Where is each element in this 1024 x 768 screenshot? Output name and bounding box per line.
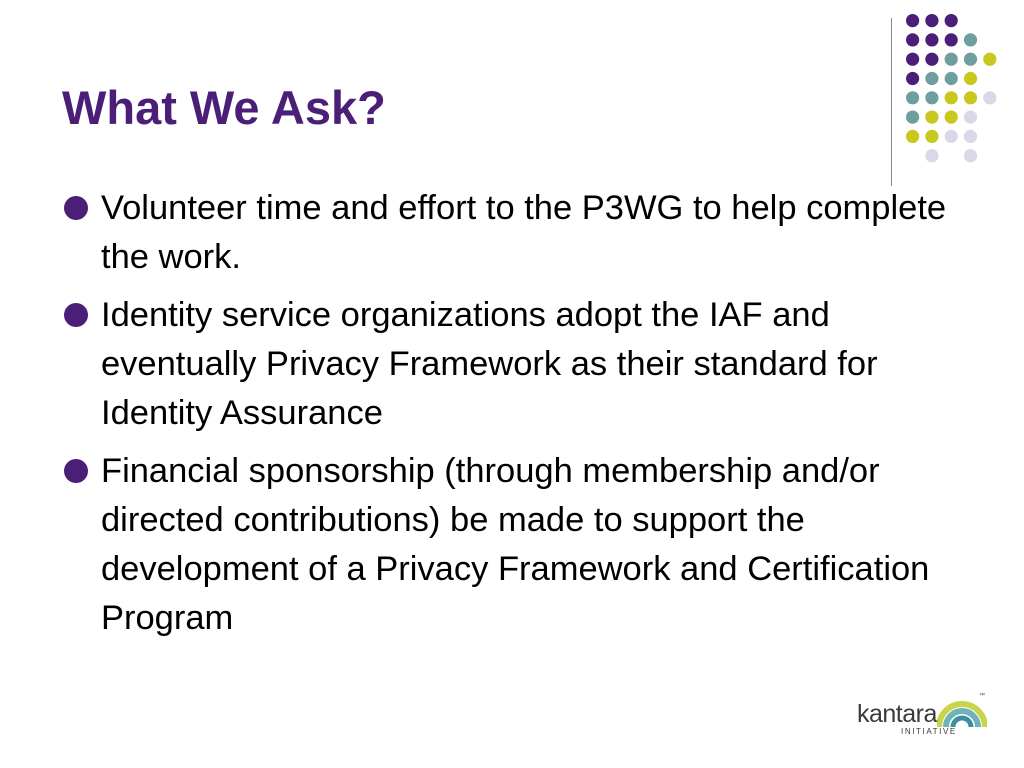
bullet-item xyxy=(62,184,962,282)
logo-trademark: ™ xyxy=(979,693,985,699)
decorative-dot xyxy=(925,149,938,162)
decorative-dot xyxy=(945,14,958,27)
decorative-dot-grid xyxy=(905,13,1005,168)
decorative-dot xyxy=(945,130,958,143)
bullet-text: Volunteer time and effort to the P3WG to help complete the work. xyxy=(101,189,947,276)
decorative-dot xyxy=(964,72,977,85)
decorative-dot xyxy=(964,53,977,66)
bullet-list xyxy=(62,184,962,652)
decorative-dot xyxy=(964,111,977,124)
decorative-dot xyxy=(906,130,919,143)
bullet-marker-icon xyxy=(64,303,88,327)
decorative-dot xyxy=(945,33,958,46)
decorative-dot xyxy=(906,111,919,124)
decorative-dot xyxy=(906,33,919,46)
decorative-dot xyxy=(906,14,919,27)
decorative-dot xyxy=(906,72,919,85)
bullet-item xyxy=(62,291,962,438)
bullet-text: Identity service organizations adopt the IAF and eventually Privacy Framework as their standard for Identity Assurance xyxy=(101,296,878,432)
decorative-dot xyxy=(906,53,919,66)
kantara-logo xyxy=(857,690,992,742)
decorative-dot xyxy=(964,149,977,162)
decorative-dot xyxy=(925,91,938,104)
decorative-dot xyxy=(945,111,958,124)
decorative-dot xyxy=(983,53,996,66)
decorative-dot xyxy=(925,72,938,85)
decorative-dot xyxy=(945,53,958,66)
decorative-dot xyxy=(983,91,996,104)
vertical-divider xyxy=(891,18,892,186)
decorative-dot xyxy=(925,33,938,46)
decorative-dot xyxy=(945,91,958,104)
decorative-dot xyxy=(945,72,958,85)
decorative-dot xyxy=(964,91,977,104)
decorative-dot xyxy=(925,53,938,66)
bullet-marker-icon xyxy=(64,459,88,483)
decorative-dot xyxy=(925,111,938,124)
slide-title: What We Ask? xyxy=(62,81,386,134)
decorative-dot xyxy=(964,130,977,143)
decorative-dot xyxy=(925,14,938,27)
logo-subtitle: INITIATIVE xyxy=(901,727,957,736)
bullet-item xyxy=(62,447,962,643)
logo-wordmark: kantara xyxy=(857,700,937,728)
decorative-dot xyxy=(964,33,977,46)
bullet-text: Financial sponsorship (through membership and/or directed contributions) be made to support the development of a Privacy Framework and Certification Program xyxy=(101,452,930,637)
decorative-dot xyxy=(906,91,919,104)
decorative-dot xyxy=(925,130,938,143)
bullet-marker-icon xyxy=(64,196,88,220)
